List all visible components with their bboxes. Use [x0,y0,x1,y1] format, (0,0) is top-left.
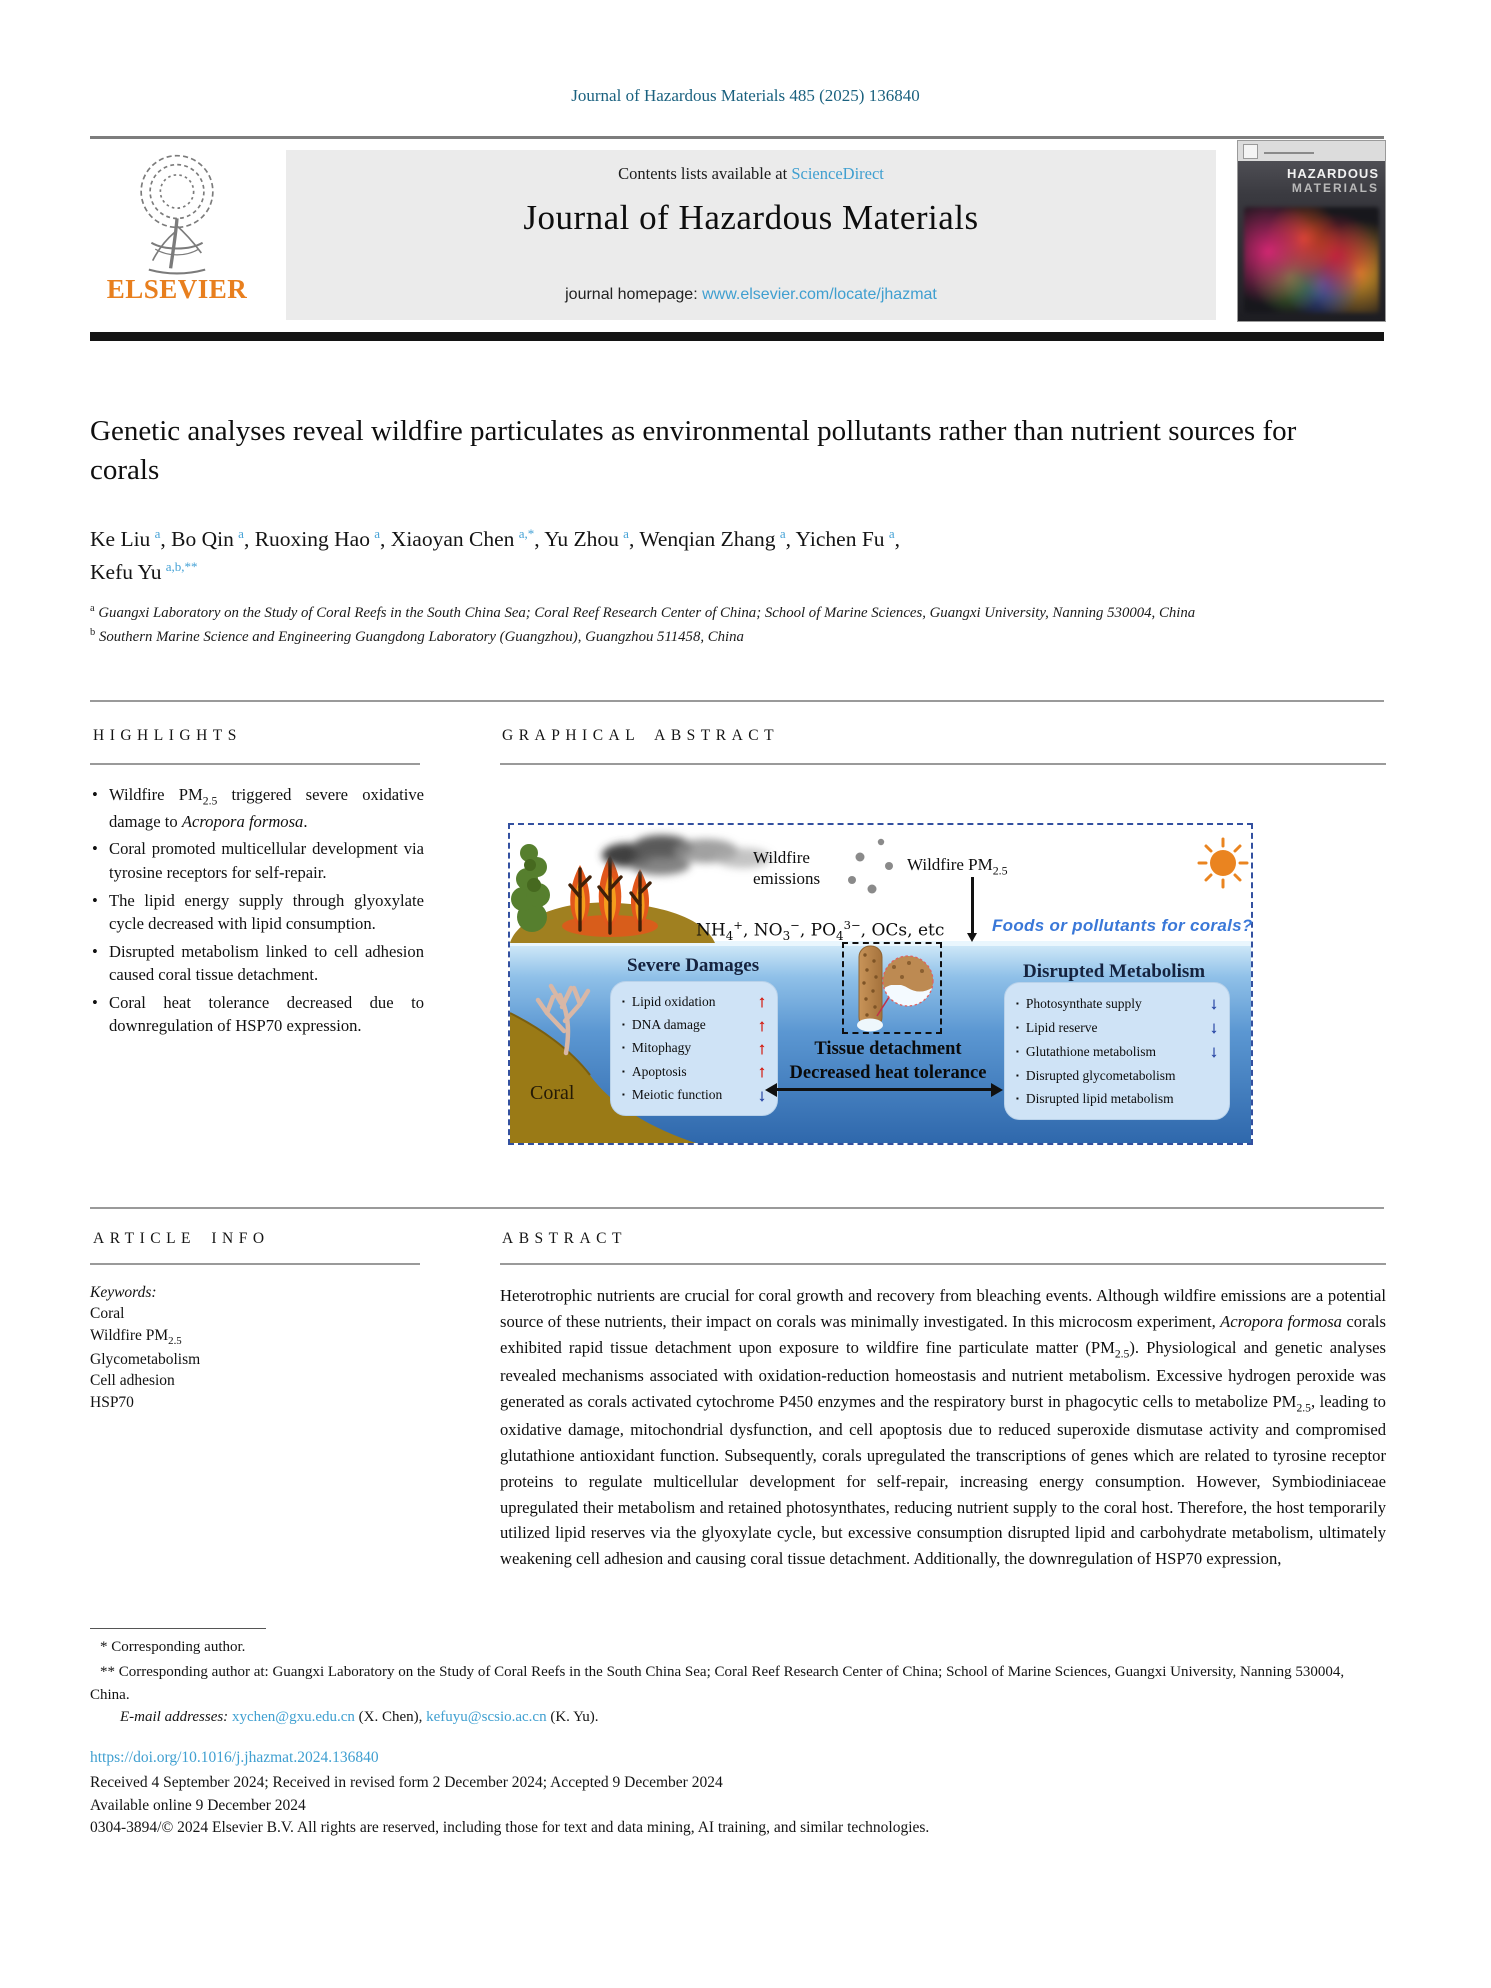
article-info-rule [90,1263,420,1265]
author: Xiaoyan Chen $^{a,*}$, [390,525,545,551]
up-arrow-icon: ↑ [757,1038,766,1058]
keyword: Glycometabolism [90,1350,201,1368]
figure-box-item: ▪ DNA damage ↑ [622,1015,766,1035]
highlight-item: • Coral heat tolerance decreased due to downregulation of HSP70 expression. [90,991,424,1038]
author: Yu Zhou $^a$, [544,525,640,551]
header-divider-bar [90,332,1384,341]
chemicals-label: $NH_4^+$, $NO_3^-$, $PO_4^{3-}$, OCs, etc [696,918,945,944]
info-section-rule [90,1207,1384,1209]
bullet-icon: ▪ [1016,1022,1019,1032]
author: Bo Qin $^a$, [171,525,255,551]
bullet-icon: ▪ [622,1066,625,1076]
bullet-icon: ▪ [1016,1093,1019,1103]
highlights-rule [90,763,420,765]
elsevier-tree-icon [113,148,241,276]
wildfire-emissions-label: Wildfire emissions [753,848,821,889]
highlight-item: • Wildfire $PM_{2.5}$ triggered severe oxidative damage to Acropora formosa. [90,783,424,833]
question-label: Foods or pollutants for corals? [992,916,1253,935]
wildfire-pm-label: Wildfire $PM_{2.5}$ [907,855,1008,878]
abstract-heading: ABSTRACT [502,1230,627,1247]
bullet-icon: ▪ [622,1090,625,1100]
highlights-list [90,783,424,1042]
disrupted-metabolism-title: Disrupted Metabolism [1023,961,1206,982]
author: Wenqian Zhang $^a$, [639,525,796,551]
figure-box-item: ▪ Meiotic function ↓ [622,1085,766,1105]
author: Ruoxing Hao $^a$, [254,525,391,551]
double-arrow-icon [776,1088,992,1091]
received-dates: Received 4 September 2024; Received in revised form 2 December 2024; Accepted 9 December 2024 [90,1774,723,1791]
journal-citation: Journal of Hazardous Materials 485 (2025) 136840 [571,86,920,105]
section-rule [90,700,1384,702]
journal-header-banner [286,150,1216,320]
abstract-rule [500,1263,1386,1265]
footnote-rule [90,1628,266,1629]
email-link-chen[interactable]: xychen@gxu.edu.cn [231,1709,355,1725]
down-arrow-icon: ↓ [757,1085,766,1105]
highlights-heading: HIGHLIGHTS [93,727,242,744]
figure-box-item: ▪ Disrupted lipid metabolism [1016,1090,1174,1106]
bullet-icon: ▪ [622,1020,625,1030]
figure-box-item: ▪ Disrupted glycometabolism [1016,1067,1176,1083]
down-arrow-icon: ↓ [1209,994,1218,1014]
green-bush [511,844,550,932]
abstract-text: Heterotrophic nutrients are crucial for coral growth and recovery from bleaching events. Although wildfire emissions are a potential source of these nutrients, their impact on corals was minimally investigated. In this microcosm experiment, Acropora formosa corals exhibited rapid tissue detachment upon exposure to wildfire fine particulate matter $(PM_{2.5})$. Physiological and genetic analyses revealed mechanisms associated with oxidation-reduction homeostasis and nutrient metabolism. Excessive hydrogen peroxide was generated as corals activated cytochrome P450 enzymes and the respiratory burst in phagocytic cells to metabolize $PM_{2.5}$, leading to oxidative damage, mitochondrial dysfunction, and cell apoptosis due to reduced superoxide dismutase activity and compromised glutathione antioxidant function. Subsequently, corals upregulated the transcriptions of genes which are related to tyrosine receptor proteins to regulate multicellular development for self-repair, increasing energy consumption. However, Symbiodiniaceae upregulated their metabolism and retained photosynthates, reducing nutrient supply to the coral host. Therefore, the host temporarily utilized lipid reserves via the glyoxylate cycle, but excessive consumption disrupted lipid and carbohydrate metabolism, ultimately weakening cell adhesion and causing coral tissue detachment. Additionally, the downregulation of HSP70 expression, [500,1286,1386,1569]
available-online: Available online 9 December 2024 [90,1797,306,1814]
author: Ke Liu $^a$, [90,525,172,551]
article-info-heading: ARTICLE INFO [93,1230,270,1247]
affiliation: $^a$ Guangxi Laboratory on the Study of Coral Reefs in the South China Sea; Coral Reef Research Center of China; School of Marine Sciences, Guangxi University, Nanning 530004, China [90,603,1196,621]
doi-link[interactable]: https://doi.org/10.1016/j.jhazmat.2024.136840 [90,1749,379,1766]
elsevier-logo[interactable] [88,148,266,322]
journal-cover-thumbnail[interactable] [1237,140,1386,322]
pm-particles-icon [848,839,893,894]
copyright-line: 0304-3894/© 2024 Elsevier B.V. All rights are reserved, including those for text and data mining, AI training, and similar technologies. [90,1819,930,1836]
cover-masthead: HAZARDOUS MATERIALS [1286,166,1379,195]
graphical-abstract-rule [500,763,1386,765]
coral-sample-box [842,942,942,1034]
highlight-item: • Coral promoted multicellular development via tyrosine receptors for self-repair. [90,837,424,884]
figure-box-item: ▪ Photosynthate supply ↓ [1016,994,1218,1014]
keywords-block [90,1282,420,1413]
elsevier-wordmark: ELSEVIER [106,274,248,304]
coral-label: Coral [530,1082,575,1104]
cover-logo-mark [1243,144,1258,159]
footnote-corresponding-2: ** Corresponding author at: Guangxi Laboratory on the Study of Coral Reefs in the South China Sea; Coral Reef Research Center of China; School of Marine Sciences, Guangxi University, Nanning 530004, China. [90,1664,1345,1704]
figure-box-item: ▪ Glutathione metabolism ↓ [1016,1042,1218,1062]
graphical-abstract-figure [508,823,1253,1145]
highlight-item: • Disrupted metabolism linked to cell adhesion caused coral tissue detachment. [90,940,424,987]
keyword: Wildfire $PM_{2.5}$ [90,1326,182,1347]
journal-title: Journal of Hazardous Materials [523,198,979,237]
graphical-abstract-heading: GRAPHICAL ABSTRACT [502,727,780,744]
top-rule [90,136,1384,139]
tissue-detachment-label: Tissue detachment Decreased heat tolerance [789,1039,987,1084]
footnote-corresponding: * Corresponding author. [100,1639,246,1655]
cover-world-map-art [1244,207,1379,313]
bullet-icon: ▪ [1016,1046,1019,1056]
author: Yichen Fu $^a$, [795,525,900,551]
figure-box-item: ▪ Apoptosis ↑ [622,1062,766,1082]
bullet-icon: ▪ [622,996,625,1006]
affiliation: $^b$ Southern Marine Science and Engineering Guangdong Laboratory (Guangzhou), Guangzhou 511458, China [90,626,744,645]
article-title: Genetic analyses reveal wildfire particulates as environmental pollutants rather than nutrient sources for corals [90,415,1297,486]
down-arrow-icon: ↓ [1209,1042,1218,1062]
figure-box-item: ▪ Mitophagy ↑ [622,1038,766,1058]
keyword: Coral [90,1305,125,1323]
figure-box-item: ▪ Lipid oxidation ↑ [622,992,766,1012]
disrupted-metabolism-box [1004,982,1230,1120]
bullet-icon: ▪ [1016,998,1019,1008]
email-link-yu[interactable]: kefuyu@scsio.ac.cn [426,1709,547,1725]
journal-homepage-link[interactable]: www.elsevier.com/locate/jhazmat [702,286,937,303]
severe-damages-title: Severe Damages [627,955,760,976]
up-arrow-icon: ↑ [757,992,766,1012]
keyword: Cell adhesion [90,1372,175,1390]
down-arrow-icon [971,877,974,933]
homepage-line: journal homepage: www.elsevier.com/locate/jhazmat [565,286,937,303]
keywords-label: Keywords: [90,1284,157,1301]
down-arrow-icon: ↓ [1209,1018,1218,1038]
affiliation-list [90,601,1386,649]
sun-icon [1199,839,1247,887]
keywords-list [90,1303,420,1413]
keyword: HSP70 [90,1393,134,1411]
up-arrow-icon: ↑ [757,1062,766,1082]
figure-box-item: ▪ Lipid reserve ↓ [1016,1018,1218,1038]
highlight-item: • The lipid energy supply through glyoxylate cycle decreased with lipid consumption. [90,889,424,936]
cover-top-strip [1238,141,1385,161]
bullet-icon: ▪ [622,1043,625,1053]
author: Kefu Yu $^{a,b,**}$ [90,559,198,585]
contents-line: Contents lists available at ScienceDirect [618,164,884,183]
author-list [90,523,1330,590]
severe-damages-box [610,981,778,1116]
email-addresses-line: E-mail addresses: xychen@gxu.edu.cn (X. Chen), kefuyu@scsio.ac.cn (K. Yu). [120,1709,599,1725]
up-arrow-icon: ↑ [757,1015,766,1035]
smoke-plume [602,835,771,875]
bullet-icon: ▪ [1016,1070,1019,1080]
sciencedirect-link[interactable]: ScienceDirect [791,164,884,183]
